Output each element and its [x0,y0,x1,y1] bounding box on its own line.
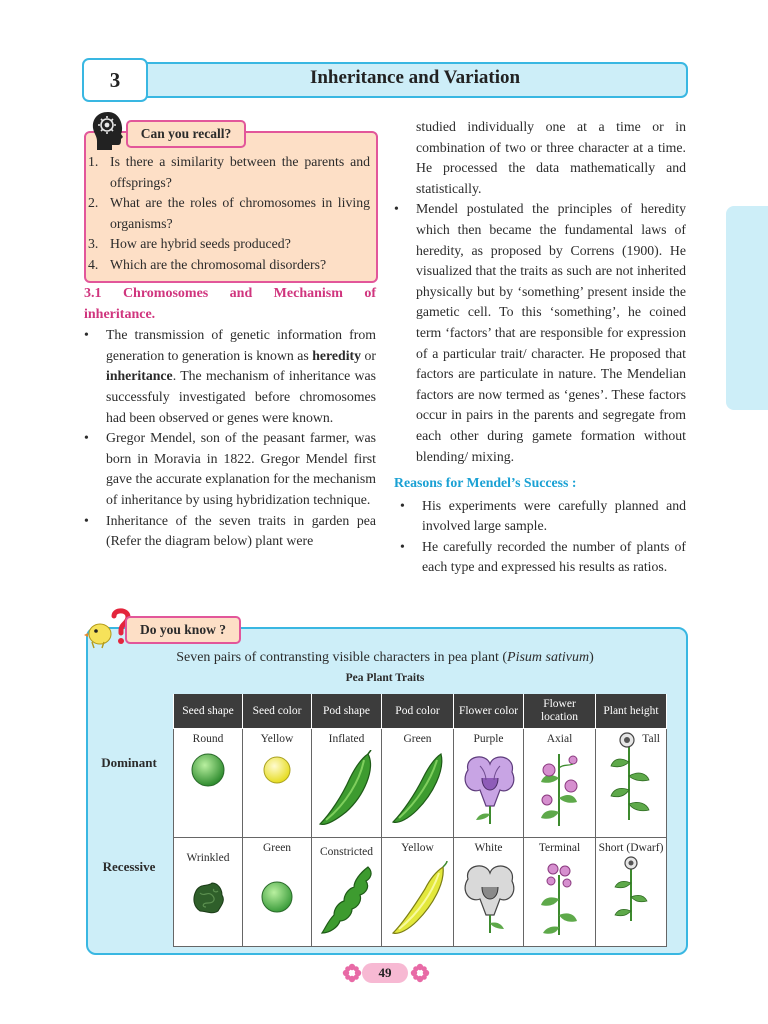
pea-traits-table [173,694,667,947]
yellow-pod-icon [387,859,449,937]
left-column [84,284,376,552]
bullet-text: Mendel postulated the principles of heredity which then became the fundamental laws of heredity, as proposed by Correns (1900). He visualized that the traits as such are not inherited physically but by ‘something’ present inside the gametic cell. To this ‘something’, he coined term ‘factors’ that are responsible for expression of a particular trait/ character. He proposed that factors are particulate in nature. The Mendelian factors are now termed as ‘genes’. These factors occur in pairs in the parents and segregate from each other during gamete formation without blending/ mixing. [416,201,686,464]
inflated-green-pod-icon [316,750,378,828]
bullet-mark: • [84,430,89,446]
flower-ornament-icon [410,963,430,983]
white-flower-icon [458,859,520,937]
table-title: Pea Plant Traits [345,672,425,684]
do-you-know-label: Do you know ? [125,616,241,644]
reasons-heading: Reasons for Mendel’s Success : [394,475,577,491]
bullet-text: Gregor Mendel, son of the peasant farmer, was born in Moravia in 1822. Gregor Mendel first gave the accurate explanation for the mechanism of inheritance by using hybridization technique. [106,430,376,507]
cell-purple-flower: Purple [454,729,524,838]
terminal-flower-icon [529,859,591,937]
constricted-pod-icon [316,863,378,941]
cell-green-seed: Green [243,838,312,947]
thinking-head-icon [88,108,128,152]
header-flower-location: Flower location [524,694,596,729]
header-seed-color: Seed color [243,694,312,729]
bullet-mark: • [394,201,399,217]
species-name: Pisum sativum [507,650,590,665]
reason-text: His experiments were carefully planned and involved large sample. [422,497,686,534]
header-seed-shape: Seed shape [174,694,243,729]
side-tab [726,206,768,410]
term-heredity: heredity [312,347,362,363]
bullet-seven-traits [84,511,376,552]
do-you-know-intro: Seven pairs of contransting visible characters in pea plant (Pisum sativum) [176,650,594,665]
wrinkled-seed-icon [188,877,228,917]
right-column [394,117,686,578]
bullet-mark: • [84,512,89,528]
page-number-footer [340,962,430,984]
table-row-dominant [174,729,667,838]
bullet-mendel [84,428,376,510]
recall-label: Can you recall? [126,120,246,148]
bullet-mark: • [84,327,89,343]
header-pod-color: Pod color [382,694,454,729]
cell-yellow-pod: Yellow [382,838,454,947]
bullet-postulates [394,199,686,467]
paragraph-continuation: studied individually one at a time or in combination of two or three character at a time. He processed the data mathematically and statistically. [416,119,686,196]
cell-wrinkled-seed: Wrinkled [174,838,243,947]
header-plant-height: Plant height [596,694,667,729]
header-flower-color: Flower color [454,694,524,729]
bullet-text: Inheritance of the seven traits in garden pea (Refer the diagram below) plant were [106,512,376,549]
chapter-title: Inheritance and Variation [309,67,521,88]
row-label-recessive: Recessive [102,859,156,874]
reason-text: He carefully recorded the number of plants of each type and expressed his results as ratios. [422,538,686,575]
green-pod-icon [387,750,449,828]
cell-short-plant: Short (Dwarf) [596,838,667,947]
reason-item [394,537,686,578]
purple-flower-icon [458,750,520,828]
term-inheritance: inheritance [106,368,173,384]
row-label-dominant: Dominant [101,755,157,770]
axial-flower-icon [529,750,591,828]
header-pod-shape: Pod shape [312,694,382,729]
cell-terminal-flower: Terminal [524,838,596,947]
table-header-row [174,694,667,729]
list-item: 2. What are the roles of chromosomes in living organisms? [88,195,370,231]
yellow-seed-icon [257,750,297,790]
cell-inflated-pod: Inflated [312,729,382,838]
reason-item [394,496,686,537]
round-green-seed-icon [188,750,228,790]
cell-tall-plant: Tall [596,729,667,838]
flower-ornament-icon [342,963,362,983]
bullet-text: The transmission of genetic information from generation to generation is known as heredity or inheritance. The mechanism of inheritance was successfuly investigated before chromosomes had been observed or genes were known. [106,327,376,425]
chapter-number: 3 [82,58,148,102]
list-item: 3. How are hybrid seeds produced? [88,236,291,252]
table-row-recessive [174,838,667,947]
section-heading: 3.1 Chromosomes and Mechanism of inheritance. [84,286,376,322]
list-item: 1. Is there a similarity between the parents and offsprings? [88,154,370,190]
cell-yellow-seed: Yellow [243,729,312,838]
page-number: 49 [362,963,408,983]
cell-axial-flower: Axial [524,729,596,838]
green-seed-icon [257,877,297,917]
short-plant-icon [611,855,651,921]
recall-question-list [88,152,370,276]
bullet-mark: • [400,497,405,513]
list-item: 4. Which are the chromosomal disorders? [88,256,327,272]
cell-round-seed: Round [174,729,243,838]
cell-constricted-pod: Constricted [312,838,382,947]
cell-white-flower: White [454,838,524,947]
bullet-heredity [84,325,376,428]
cell-green-pod: Green [382,729,454,838]
bullet-mark: • [400,538,405,554]
